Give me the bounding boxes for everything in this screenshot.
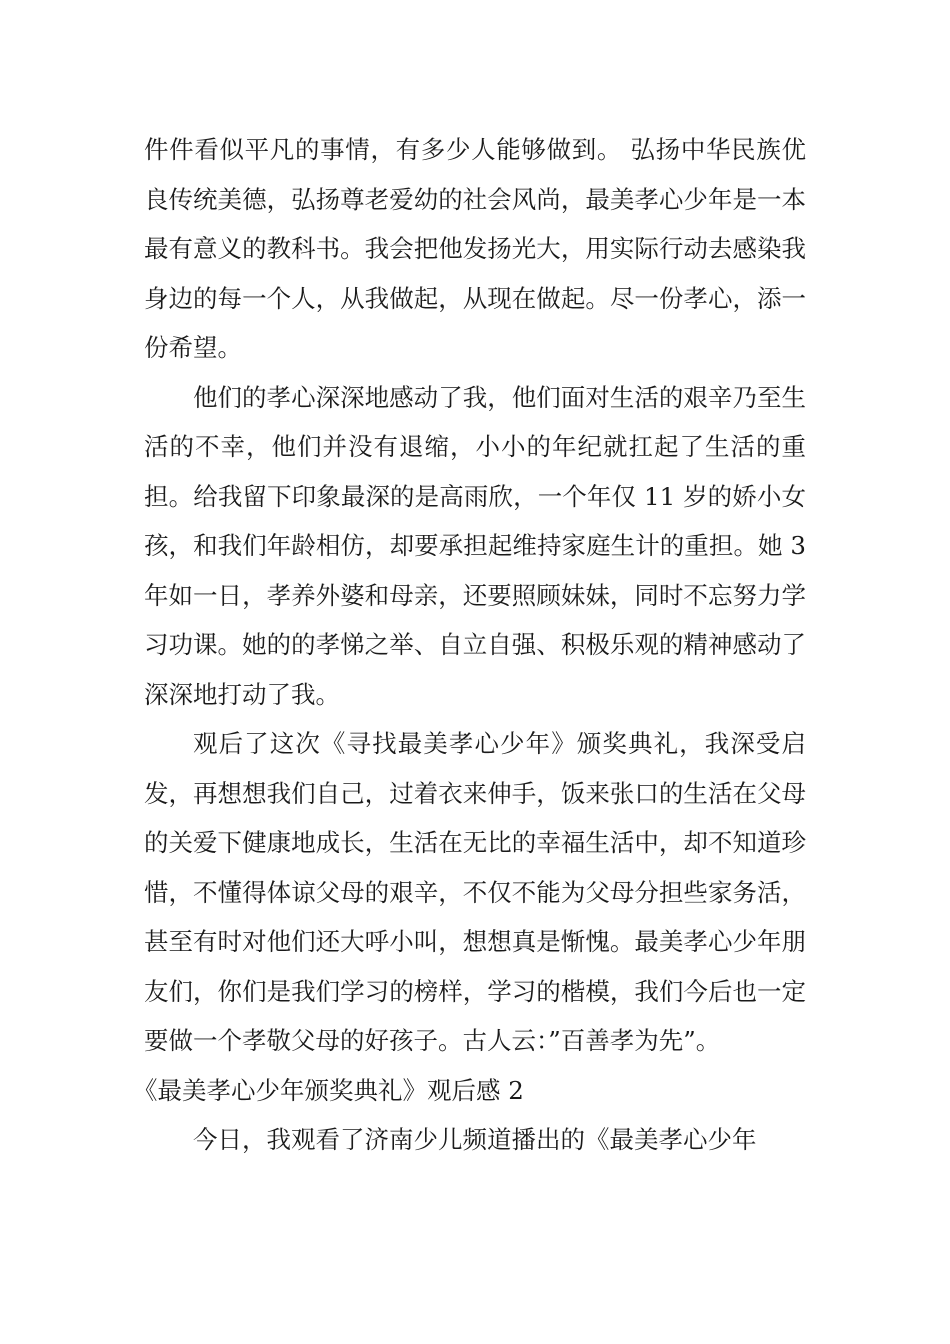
paragraph-after-watching: 观后了这次《寻找最美孝心少年》颁奖典礼，我深受启发，再想想我们自己，过着衣来伸手，饭来张口的生活在父母的关爱下健康地成长，生活在无比的幸福生活中，却不知道珍惜，不懂得体谅父母的艰辛，不仅不能为父母分担些家务活，甚至有时对他们还大呼小叫，想想真是惭愧。最美孝心少年朋友们，你们是我们学习的榜样，学习的楷模，我们今后也一定要做一个孝敬父母的好孩子。古人云：”百善孝为先”。 [144,729,806,1055]
section-heading: 《最美孝心少年颁奖典礼》观后感 2 [132,1075,524,1105]
paragraph-new-section: 今日，我观看了济南少儿频道播出的《最美孝心少年 [193,1125,757,1154]
paragraph-continuation: 件件看似平凡的事情，有多少人能够做到。 弘扬中华民族优良传统美德，弘扬尊老爱幼的社会风尚，最美孝心少年是一本最有意义的教科书。我会把他发扬光大，用实际行动去感染我身边的每一个人，从我做起，从现在做起。尽一份孝心，添一份希望。 [144,135,806,362]
document-body [132,125,806,1165]
paragraph-filial-piety-moved: 他们的孝心深深地感动了我，他们面对生活的艰辛乃至生活的不幸，他们并没有退缩，小小的年纪就扛起了生活的重担。给我留下印象最深的是高雨欣，一个年仅 11 岁的娇小女孩，和我们年龄相仿，却要承担起维持家庭生计的重担。她 3 年如一日，孝养外婆和母亲，还要照顾妹妹，同时不忘努力学习功课。她的的孝悌之举、自立自强、积极乐观的精神感动了深深地打动了我。 [144,382,806,709]
